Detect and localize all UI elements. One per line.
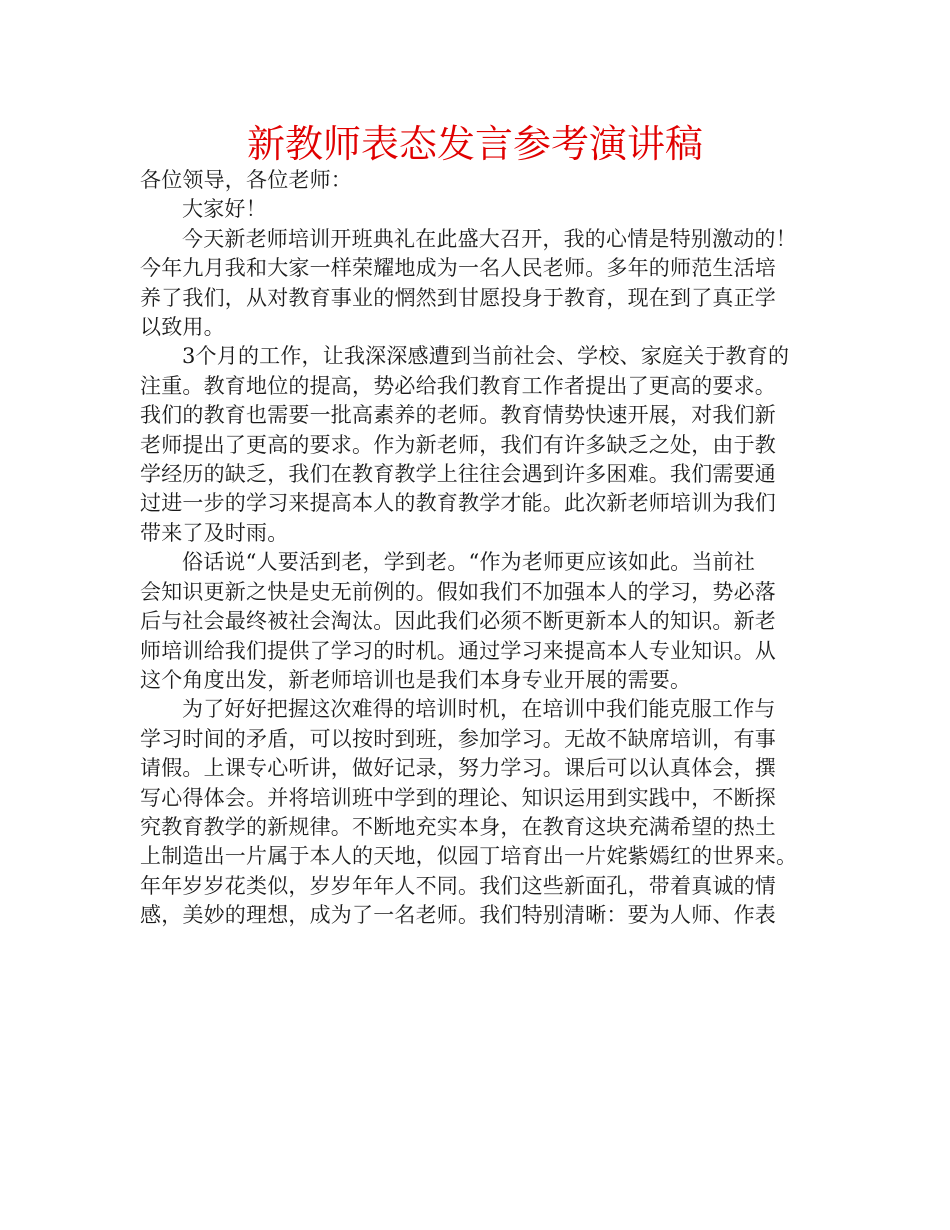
text-line: 今年九月我和大家一样荣耀地成为一名人民老师。多年的师范生活培 (140, 256, 776, 281)
text-line: 养了我们，从对教育事业的惘然到甘愿投身于教育，现在到了真正学 (140, 285, 776, 310)
text-line: 注重。教育地位的提高，势必给我们教育工作者提出了更高的要求。 (140, 373, 776, 398)
text-line: 年年岁岁花类似，岁岁年年人不同。我们这些新面孔，带着真诚的情 (140, 873, 776, 898)
text-line: 上制造出一片属于本人的天地，似园丁培育出一片姹紫嫣红的世界来。 (140, 844, 798, 869)
text-line: 感，美妙的理想，成为了一名老师。我们特别清晰：要为人师、作表 (140, 903, 776, 928)
text-line: 学习时间的矛盾，可以按时到班，参加学习。无故不缺席培训，有事 (140, 726, 776, 751)
salutation: 各位领导，各位老师： (140, 168, 352, 192)
paragraph-4 (140, 695, 812, 930)
text-line: 俗话说“人要活到老，学到老。“作为老师更应该如此。当前社 (182, 550, 756, 575)
text-line: 今天新老师培训开班典礼在此盛大召开，我的心情是特别激动的！ (182, 226, 797, 251)
text-line: 为了好好把握这次难得的培训时机，在培训中我们能克服工作与 (182, 697, 776, 722)
document-title: 新教师表态发言参考演讲稿 (246, 122, 703, 166)
paragraph-2 (140, 342, 812, 548)
text-line: 会知识更新之快是史无前例的。假如我们不加强本人的学习，势必落 (140, 579, 776, 604)
text-line: 请假。上课专心听讲，做好记录，努力学习。课后可以认真体会，撰 (140, 756, 776, 781)
text-line: 这个角度出发，新老师培训也是我们本身专业开展的需要。 (140, 667, 692, 692)
text-line: 以致用。 (140, 315, 225, 340)
text-line: 写心得体会。并将培训班中学到的理论、知识运用到实践中，不断探 (140, 785, 776, 810)
paragraph-3 (140, 548, 812, 695)
text-line: 老师提出了更高的要求。作为新老师，我们有许多缺乏之处，由于教 (140, 432, 776, 457)
text-line: 过进一步的学习来提高本人的教育教学才能。此次新老师培训为我们 (140, 491, 776, 516)
text-line: 后与社会最终被社会淘汰。因此我们必须不断更新本人的知识。新老 (140, 609, 776, 634)
text-line: 我们的教育也需要一批高素养的老师。教育情势快速开展，对我们新 (140, 403, 776, 428)
text-line: 学经历的缺乏，我们在教育教学上往往会遇到许多困难。我们需要通 (140, 462, 776, 487)
text-line: 师培训给我们提供了学习的时机。通过学习来提高本人专业知识。从 (140, 638, 776, 663)
greeting: 大家好！ (182, 197, 267, 222)
text-line: 3个月的工作，让我深深感遭到当前社会、学校、家庭关于教育的 (182, 344, 790, 369)
paragraph-1 (140, 225, 812, 343)
text-line: 带来了及时雨。 (140, 520, 289, 545)
document-body (140, 166, 812, 931)
text-line: 究教育教学的新规律。不断地充实本身，在教育这块充满希望的热土 (140, 814, 776, 839)
